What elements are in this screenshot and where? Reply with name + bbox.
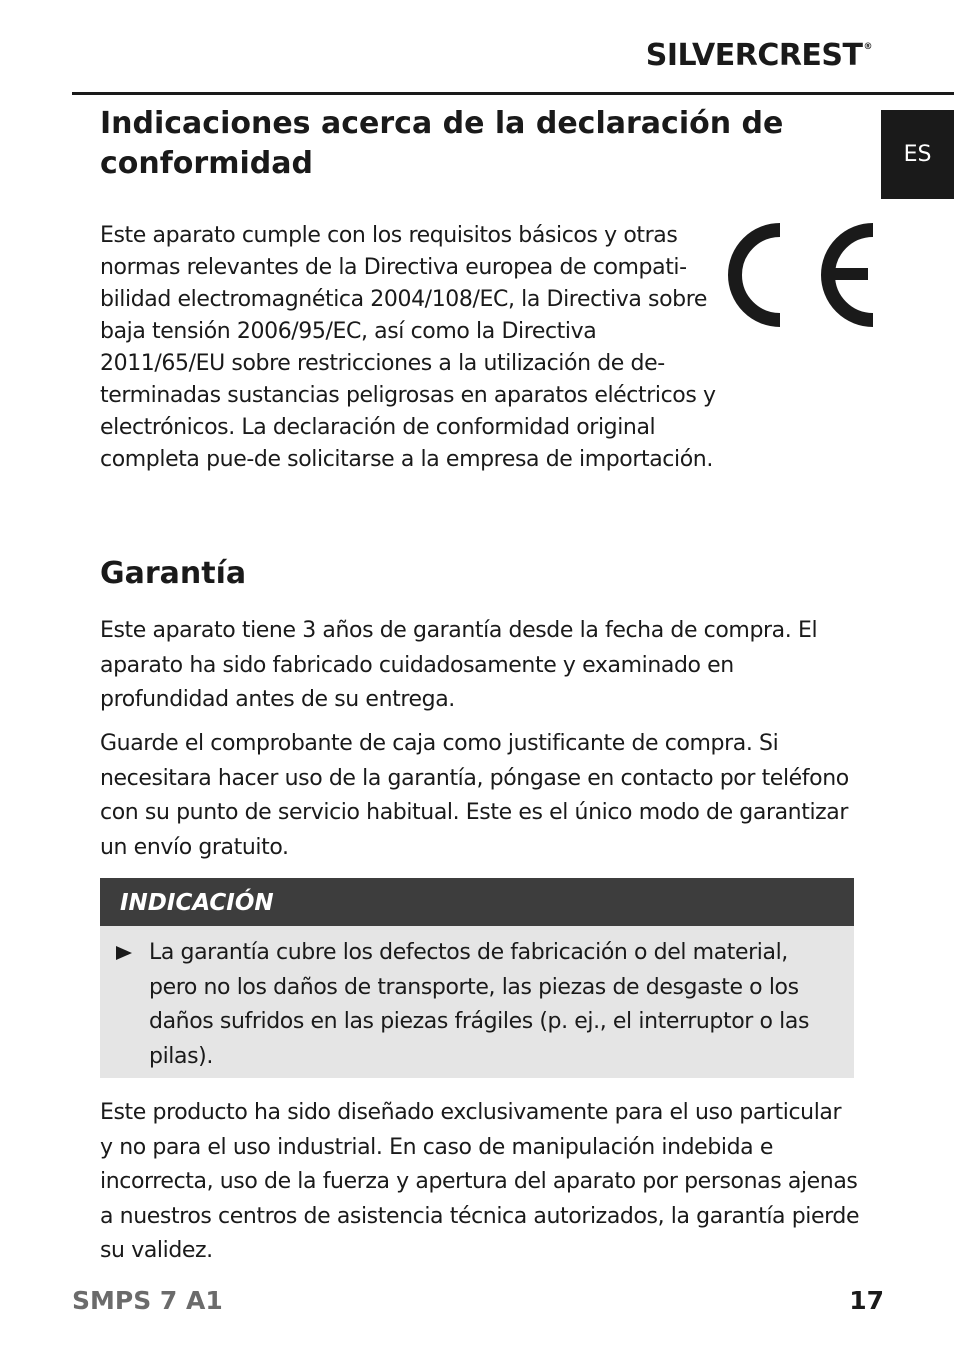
conformity-title: Indicaciones acerca de la declaración de conformidad	[100, 106, 784, 181]
header-rule	[72, 92, 954, 95]
page-number: 17	[849, 1286, 884, 1315]
language-label: ES	[903, 142, 932, 167]
note-heading: INDICACIÓN	[100, 878, 854, 926]
warranty-paragraph-1: Este aparato tiene 3 años de garantía desde la fecha de compra. El aparato ha sido fabricado cuidadosamente y examinado en profundidad antes de su entrega.	[100, 618, 818, 712]
language-tab	[881, 110, 954, 199]
warranty-paragraph-2: Guarde el comprobante de caja como justificante de compra. Si necesitara hacer uso de la garantía, póngase en contacto por teléfono con su punto de servicio habitual. Este es el único modo de garantizar un envío gratuito.	[100, 731, 849, 860]
conformity-paragraph: Este aparato cumple con los requisitos básicos y otras normas relevantes de la Directiva europea de compati-bilidad electromagnética 2004/108/EC, la Directiva sobre baja tensión 2006/95/EC, así como la Directiva 2011/65/EU sobre restricciones a la utilización de de-terminadas sustancias peligrosas en aparatos eléctricos y electrónicos. La declaración de conformidad original completa pue-de solicitarse a la empresa de importación.	[100, 223, 716, 472]
brand-name: SILVERCREST	[645, 38, 863, 73]
note-text: La garantía cubre los defectos de fabricación o del material, pero no los daños de transporte, las piezas de desgaste o los daños sufridos en las piezas frágiles (p. ej., el interruptor o las pilas).	[149, 940, 810, 1069]
triangle-right-icon	[116, 946, 132, 960]
warranty-paragraph-3: Este producto ha sido diseñado exclusivamente para el uso particular y no para el uso industrial. En caso de manipulación indebida e incorrecta, uso de la fuerza y apertura del aparato por personas ajenas a nuestros centros de asistencia técnica autorizados, la garantía pierde su validez.	[100, 1100, 860, 1263]
warranty-title: Garantía	[100, 556, 247, 591]
brand-logo	[646, 38, 872, 73]
registered-mark: ®	[863, 42, 872, 52]
model-number: SMPS 7 A1	[72, 1286, 223, 1315]
note-box	[100, 878, 854, 1078]
ce-mark-icon	[728, 222, 876, 328]
